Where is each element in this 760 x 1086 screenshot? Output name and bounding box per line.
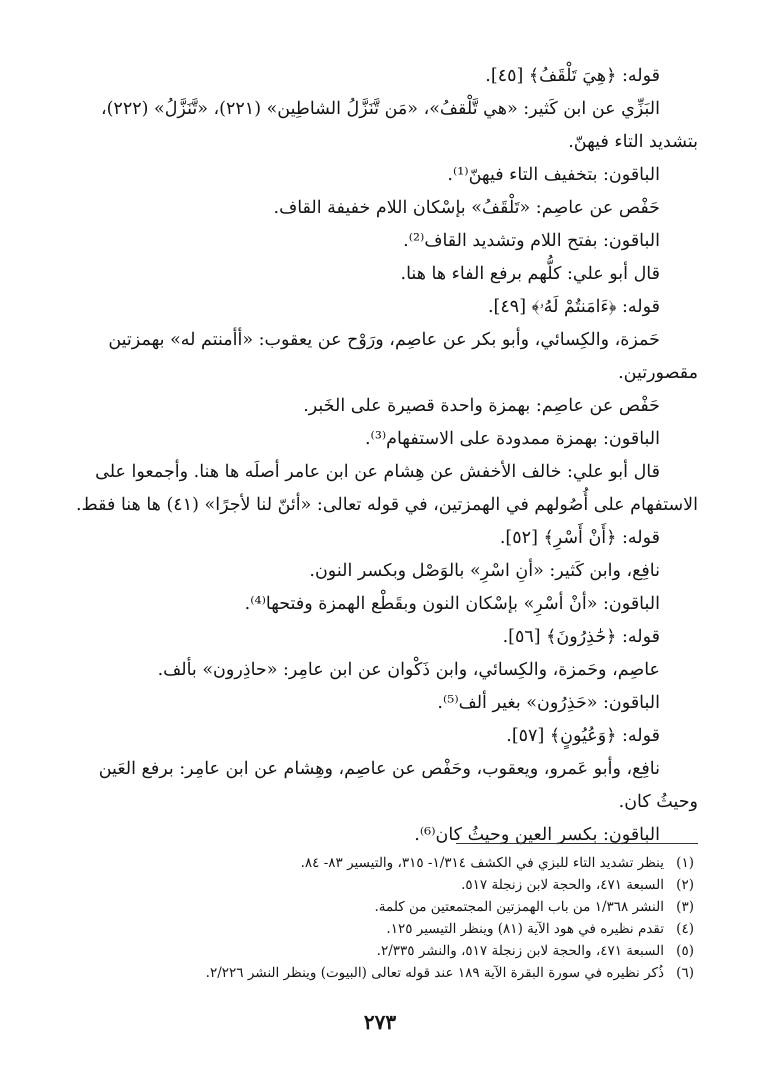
footnote bbox=[80, 962, 698, 984]
text-line: نافِع، وابن كَثير: «أنِ اسْرِ» بالوَصْل وبكسر النون. bbox=[309, 561, 660, 581]
footnote-text: ذُكر نظيره في سورة البقرة الآية ١٨٩ عند قوله تعالى (البيوت) وينظر النشر ٢/٢٢٦. bbox=[205, 965, 664, 981]
text-line: وحيثُ كان. bbox=[618, 792, 698, 812]
footnotes bbox=[80, 852, 698, 984]
footnote-text: تقدم نظيره في هود الآية (٨١) وينظر التيسير ١٢٥. bbox=[386, 921, 664, 937]
footnote bbox=[80, 896, 698, 918]
text-line: مقصورتين. bbox=[618, 363, 698, 383]
text-line: البَزِّي عن ابن كَثير: «هي تَّلْقفُ»، «مَن تَّنَزَّلُ الشاطِين» (٢٢١)، «تَّنَزَّلُ» (٢٢٢)، bbox=[100, 99, 660, 119]
footnote-text: النشر ١/٣٦٨ من باب الهمزتين المجتمعتين من كلمة. bbox=[374, 899, 664, 915]
footnote-separator bbox=[456, 843, 698, 844]
footnote-text: السبعة ٤٧١، والحجة لابن زنجلة ٥١٧، والنشر ٢/٣٣٥. bbox=[376, 943, 664, 959]
text-line: حَفْص عن عاصِم: بهمزة واحدة قصيرة على الخَبر. bbox=[303, 396, 660, 416]
footnote bbox=[80, 940, 698, 962]
footnote-number: (٣) bbox=[676, 899, 694, 915]
footnote bbox=[80, 918, 698, 940]
text-line: قوله: ﴿ءَامَنتُمْ لَهُۥ﴾ [٤٩]. bbox=[487, 297, 660, 317]
footnote-number: (٢) bbox=[676, 877, 694, 893]
page-number: ٢٧٣ bbox=[363, 1010, 397, 1034]
text-line: قوله: ﴿حَٰذِرُونَ﴾ [٥٦]. bbox=[502, 627, 660, 647]
footnote-text: السبعة ٤٧١، والحجة لابن زنجلة ٥١٧. bbox=[461, 877, 664, 893]
text-line: الباقون: «أنْ أسْرِ» بإسْكان النون وبقَطْع الهمزة وفتحها⁽⁴⁾. bbox=[244, 594, 660, 614]
text-line: قوله: ﴿هِيَ تَلْقَفُ﴾ [٤٥]. bbox=[485, 66, 660, 86]
text-line: قال أبو علي: خالف الأخفش عن هِشام عن ابن عامر أصلَه ها هنا. وأجمعوا على bbox=[95, 462, 660, 482]
text-line: الباقون: بفتح اللام وتشديد القاف⁽²⁾. bbox=[403, 231, 660, 251]
footnote-text: ينظر تشديد التاء للبزي في الكشف ١/٣١٤- ٣١٥، والتيسير ٨٣- ٨٤. bbox=[300, 855, 664, 871]
main-text bbox=[72, 60, 698, 852]
text-line: حَمزة، والكِسائي، وأبو بكر عن عاصِم، ورَوْح عن يعقوب: «أأمنتم له» بهمزتين bbox=[108, 330, 660, 350]
footnote-number: (٦) bbox=[676, 965, 694, 981]
text-line: الاستفهام على أُصُولهم في الهمزتين، في قوله تعالى: «أئنّ لنا لأجرًا» (٤١) ها هنا فقط. bbox=[75, 495, 698, 515]
text-line: قوله: ﴿أَنْ أَسْرِ﴾ [٥٢]. bbox=[499, 528, 660, 548]
text-line: نافِع، وأبو عَمرو، ويعقوب، وحَفْص عن عاصِم، وهِشام عن ابن عامِر: برفع العَين bbox=[98, 759, 660, 779]
footnote-number: (١) bbox=[676, 855, 694, 871]
footnote-number: (٤) bbox=[676, 921, 694, 937]
footnote-number: (٥) bbox=[676, 943, 694, 959]
text-line: حَفْص عن عاصِم: «تَلْقَفُ» بإسْكان اللام خفيفة القاف. bbox=[273, 198, 660, 218]
text-line: الباقون: بهمزة ممدودة على الاستفهام⁽³⁾. bbox=[364, 429, 660, 449]
text-line: الباقون: «حَذِرُون» بغير ألف⁽⁵⁾. bbox=[437, 693, 660, 713]
footnote bbox=[80, 852, 698, 874]
footnote bbox=[80, 874, 698, 896]
text-line: قال أبو علي: كلُّهم برفع الفاء ها هنا. bbox=[400, 264, 660, 284]
text-line: بتشديد التاء فيهنّ. bbox=[568, 132, 698, 152]
text-line: عاصِم، وحَمزة، والكِسائي، وابن ذَكْوان عن ابن عامِر: «حاذِرون» بألف. bbox=[157, 660, 660, 680]
text-line: الباقون: بكسر العين وحيثُ كان⁽⁶⁾. bbox=[414, 825, 660, 845]
text-line: قوله: ﴿وَعُيُونٍ﴾ [٥٧]. bbox=[506, 726, 660, 746]
text-line: الباقون: بتخفيف التاء فيهنّ⁽¹⁾. bbox=[447, 165, 660, 185]
